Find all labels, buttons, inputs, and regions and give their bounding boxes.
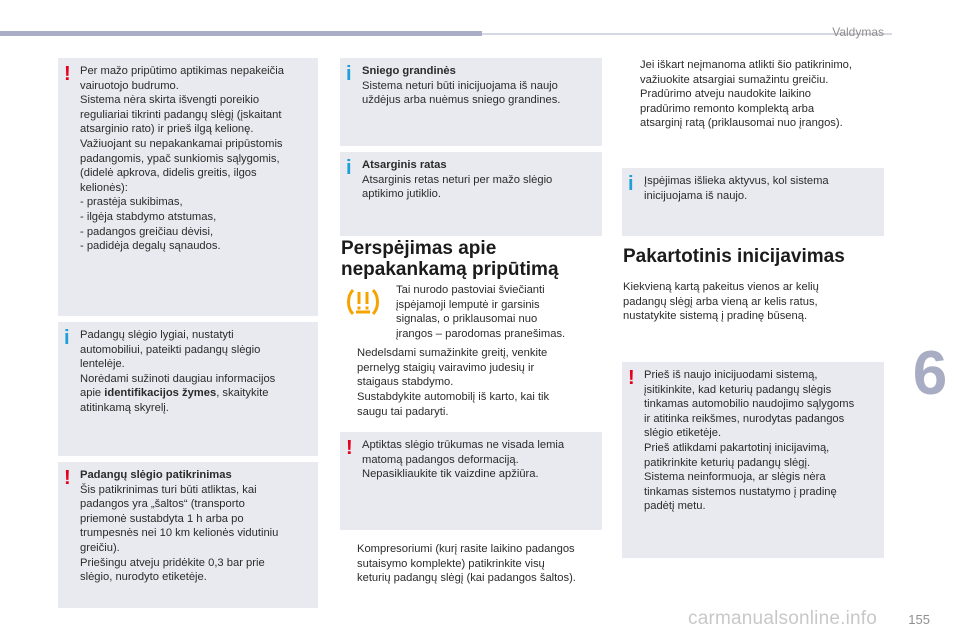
info-icon: i xyxy=(346,63,352,85)
alert-description: Tai nurodo pastoviai šviečianti įspėjamoji lemputė ir garsinis signalas, o priklausomai nuo įrangos – parodomas pranešimas. xyxy=(396,284,566,340)
info-box-snow-chains xyxy=(340,58,602,146)
warning-text: Aptiktas slėgio trūkumas ne visada lemia matomą padangos deformaciją. Nepasikliaukite tik vaizdine apžiūra. xyxy=(362,439,565,481)
reinitialisation-text: Kiekvieną kartą pakeitus vienos ar kelių padangų slėgį arba vieną ar kelis ratus, nustatykite sistemą į pradinę būseną. xyxy=(623,281,819,323)
header-bar xyxy=(0,31,482,36)
tpms-warning-lamp-icon xyxy=(343,282,383,322)
info-icon: i xyxy=(64,327,70,349)
warning-text: Prieš iš naujo inicijuodami sistemą, įsitikinkite, kad keturių padangų slėgis tinkamas automobilio naudojimo sąlygoms ir atitinka reikšmes, nurodytas padangos slėgio etiketėje. Prieš atlikdami pakartotinį inicijavimą, patikrinkite keturių padangų slėgį. Sistema neinformuoja, ar slėgis nėra tinkamas sistemos nustatymo į pradinę padėtį metu. xyxy=(644,369,855,513)
warning-icon: ! xyxy=(346,437,353,459)
warning-icon: ! xyxy=(64,63,71,85)
list-item: Kompresoriumi (kurį rasite laikino padangos sutaisymo komplekte) patikrinkite visų keturių padangų slėgį (kai padangos šaltos). xyxy=(357,543,576,585)
list-item: Nedelsdami sumažinkite greitį, venkite pernelyg staigių vairavimo judesių ir staigaus stabdymo. xyxy=(357,347,548,389)
info-box-pressure-levels xyxy=(58,322,318,456)
watermark: carmanualsonline.info xyxy=(688,608,878,629)
warning-icon: ! xyxy=(64,467,71,489)
heading-underinflation-alert: Perspėjimas apie nepakankamą pripūtimą xyxy=(341,238,559,280)
header-line xyxy=(482,33,892,35)
warning-text: Padangų slėgio patikrinimas Šis patikrinimas turi būti atliktas, kai padangos yra „šaltos“ (transporto priemonė sustabdyta 1 h arba po trumpesnės nei 10 km kelionės vidutiniu greičiu). Priešingu atveju pridėkite 0,3 bar prie slėgio, nurodyto etiketėje. xyxy=(80,469,279,584)
warning-icon: ! xyxy=(628,367,635,389)
section-title: Valdymas xyxy=(832,25,884,39)
warning-box-deformation xyxy=(340,432,602,530)
info-box-spare-wheel xyxy=(340,152,602,236)
info-text: Sniego grandinės Sistema neturi būti inicijuojama iš naujo uždėjus arba nuėmus sniego grandines. xyxy=(362,65,561,107)
list-item: Jei iškart neįmanoma atlikti šio patikrinimo, važiuokite atsargiai sumažintu greičiu. xyxy=(640,59,853,86)
list-item: Sustabdykite automobilį iš karto, kai tik saugu tai padaryti. xyxy=(357,391,550,418)
warning-box-underinflation xyxy=(58,58,318,316)
info-icon: i xyxy=(346,157,352,179)
warning-box-pressure-check xyxy=(58,462,318,608)
info-icon: i xyxy=(628,173,634,195)
info-text: Įspėjimas išlieka aktyvus, kol sistema inicijuojama iš naujo. xyxy=(644,175,829,202)
heading-reinitialisation: Pakartotinis inicijavimas xyxy=(623,246,845,267)
info-text: Padangų slėgio lygiai, nustatyti automobiliui, pateikti padangų slėgio lentelėje. Norėdami sužinoti daugiau informacijos apie identifikacijos žymes, skaitykite atitinkamą skyrelį. xyxy=(80,329,276,414)
warning-box-before-reinit xyxy=(622,362,884,558)
link-identification-marks: identifikacijos žymes xyxy=(104,387,217,400)
warning-text: Per mažo pripūtimo aptikimas nepakeičia vairuotojo budrumo. Sistema nėra skirta išvengti poreikio reguliariai tikrinti padangų slėgį (įskaitant atsarginio rato) ir prieš ilgą kelionę. Važiuojant su nepakankamai pripūstomis padangomis, ypač sunkiomis sąlygomis, (didelė apkrova, didelis greitis, ilgos kelionės): - prastėja sukibimas, - ilgėja stabdymo atstumas, - padangos greičiau dėvisi, - padidėja degalų sąnaudos. xyxy=(80,65,284,253)
page-number: 155 xyxy=(908,612,930,627)
info-text: Atsarginis ratas Atsarginis retas neturi per mažo slėgio aptikimo jutiklio. xyxy=(362,159,553,201)
list-item: Pradūrimo atveju naudokite laikino pradūrimo remonto komplektą arba atsarginį ratą (priklausomai nuo įrangos). xyxy=(640,88,843,130)
info-box-alert-active xyxy=(622,168,884,236)
chapter-number: 6 xyxy=(900,340,960,408)
